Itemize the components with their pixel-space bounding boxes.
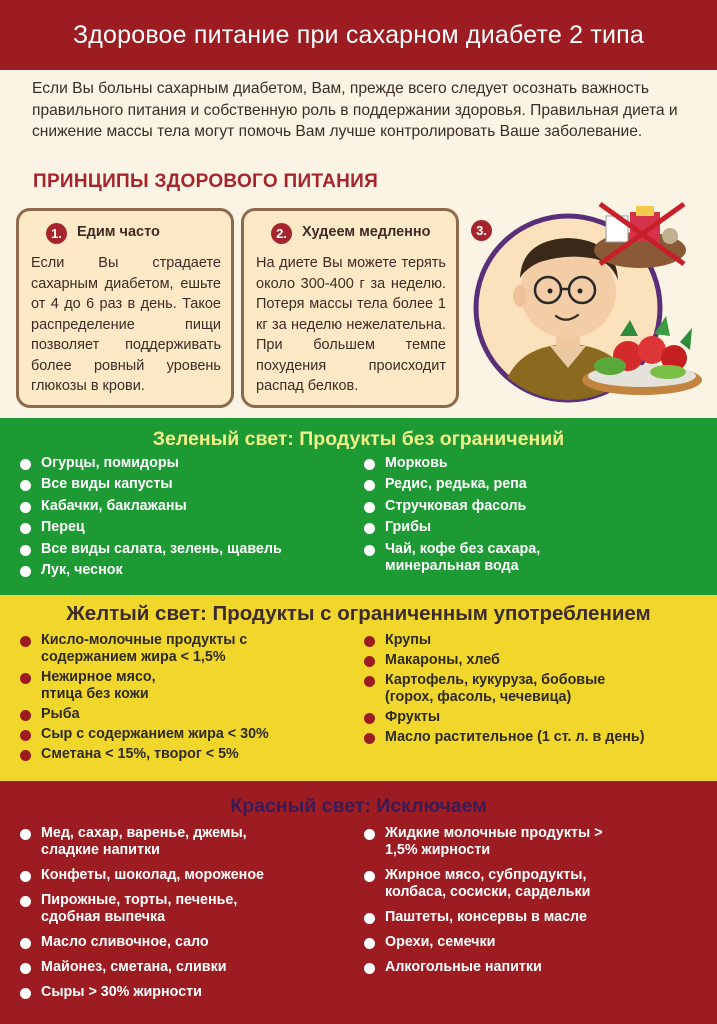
list-item: Стручковая фасоль [364,498,574,515]
bullet-dot [20,480,31,491]
principle-number-badge: 3. [471,220,492,241]
red-section-title: Красный свет: Исключаем [230,795,487,817]
list-item: Сметана < 15%, творог < 5% [20,746,320,763]
list-item: Фрукты [364,709,694,726]
bullet-dot [20,730,31,741]
principle-number-badge: 2. [271,223,292,244]
intro-text: Если Вы больны сахарным диабетом, Вам, прежде всего следует осознать важность правильного питания и собственную роль в поддержании здоровья. Правильная диета и снижение массы тела могут помочь Вам лучше контролировать Ваше заболевание. [32,80,678,140]
list-item: Рыба [20,706,265,723]
bullet-dot [20,545,31,556]
bullet-dot [364,913,375,924]
bullet-dot [20,963,31,974]
bullet-dot [20,988,31,999]
list-item: Крупы [364,632,694,649]
list-item: Перец [20,519,282,536]
principle-card-1 [16,208,234,408]
list-item: Все виды салата, зелень, щавель [20,541,282,558]
bullet-dot [364,545,375,556]
bullet-dot [20,502,31,513]
principle-title: Худеем медленно [302,224,431,240]
bullet-dot [364,656,375,667]
list-item: Редис, редька, репа [364,476,574,493]
list-item: Масло растительное (1 ст. л. в день) [364,729,694,746]
bullet-dot [20,673,31,684]
bullet-dot [364,871,375,882]
list-item: Мед, сахар, варенье, джемы, сладкие напитки [20,825,270,859]
list-item: Макароны, хлеб [364,652,694,669]
green-section-title: Зеленый свет: Продукты без ограничений [152,428,565,450]
page-title: Здоровое питание при сахарном диабете 2 типа [72,20,645,49]
bullet-dot [20,459,31,470]
green-list-right [364,455,574,579]
principle-number-badge: 1. [46,223,67,244]
list-item: Чай, кофе без сахара, минеральная вода [364,541,574,575]
principle-title: Едим часто [77,224,160,240]
list-item: Алкогольные напитки [364,959,624,976]
bullet-dot [364,523,375,534]
bullet-dot [364,713,375,724]
list-item: Жидкие молочные продукты > 1,5% жирности [364,825,614,859]
bullet-dot [364,676,375,687]
list-item: Все виды капусты [20,476,282,493]
green-list-left [20,455,282,583]
bullet-dot [364,733,375,744]
list-item: Орехи, семечки [364,934,624,951]
yellow-list-left [20,632,269,766]
bullet-dot [20,636,31,647]
list-item: Нежирное мясо, птица без кожи [20,669,190,703]
list-item: Кисло-молочные продукты с содержанием жира < 1,5% [20,632,265,666]
bullet-dot [20,566,31,577]
principle-card-2 [241,208,459,408]
bullet-dot [20,710,31,721]
crossed-junk-food [594,204,686,268]
principle-text: На диете Вы можете терять около 300-400 г за неделю. Потеря массы тела более 1 кг за неделю нежелательна. При большем темпе похудения происходит распад белков. [256,255,446,394]
healthy-eating-illustration [470,196,710,411]
bullet-dot [364,636,375,647]
bullet-dot [364,459,375,470]
list-item: Паштеты, консервы в масле [364,909,624,926]
list-item: Сыры > 30% жирности [20,984,290,1001]
page-header [0,0,717,70]
bullet-dot [364,480,375,491]
list-item: Кабачки, баклажаны [20,498,282,515]
list-item: Конфеты, шоколад, мороженое [20,867,290,884]
list-item: Масло сливочное, сало [20,934,290,951]
bullet-dot [364,829,375,840]
principle-text: Если Вы страдаете сахарным диабетом, ешьте от 4 до 6 раз в день. Такое распределение пищи позволяет поддерживать более ровный уровень глюкозы в крови. [31,255,221,394]
list-item: Сыр с содержанием жира < 30% [20,726,320,743]
yellow-section-title: Желтый свет: Продукты с ограниченным употреблением [66,602,651,625]
principles-title: ПРИНЦИПЫ ЗДОРОВОГО ПИТАНИЯ [33,171,379,192]
bullet-dot [20,896,31,907]
bullet-dot [20,871,31,882]
yellow-list-right [364,632,694,749]
list-item: Лук, чеснок [20,562,282,579]
list-item: Майонез, сметана, сливки [20,959,290,976]
list-item: Пирожные, торты, печенье, сдобная выпечка [20,892,260,926]
bullet-dot [364,938,375,949]
red-list-left [20,825,290,1009]
list-item: Огурцы, помидоры [20,455,282,472]
bullet-dot [20,829,31,840]
list-item: Картофель, кукуруза, бобовые (горох, фасоль, чечевица) [364,672,649,706]
bullet-dot [20,523,31,534]
red-light-section [0,781,717,1024]
green-light-section [0,418,717,595]
list-item: Жирное мясо, субпродукты, колбаса, сосиски, сардельки [364,867,609,901]
red-list-right [364,825,624,984]
list-item: Грибы [364,519,574,536]
yellow-light-section [0,595,717,781]
bullet-dot [364,502,375,513]
bullet-dot [364,963,375,974]
bullet-dot [20,938,31,949]
bullet-dot [20,750,31,761]
list-item: Морковь [364,455,574,472]
